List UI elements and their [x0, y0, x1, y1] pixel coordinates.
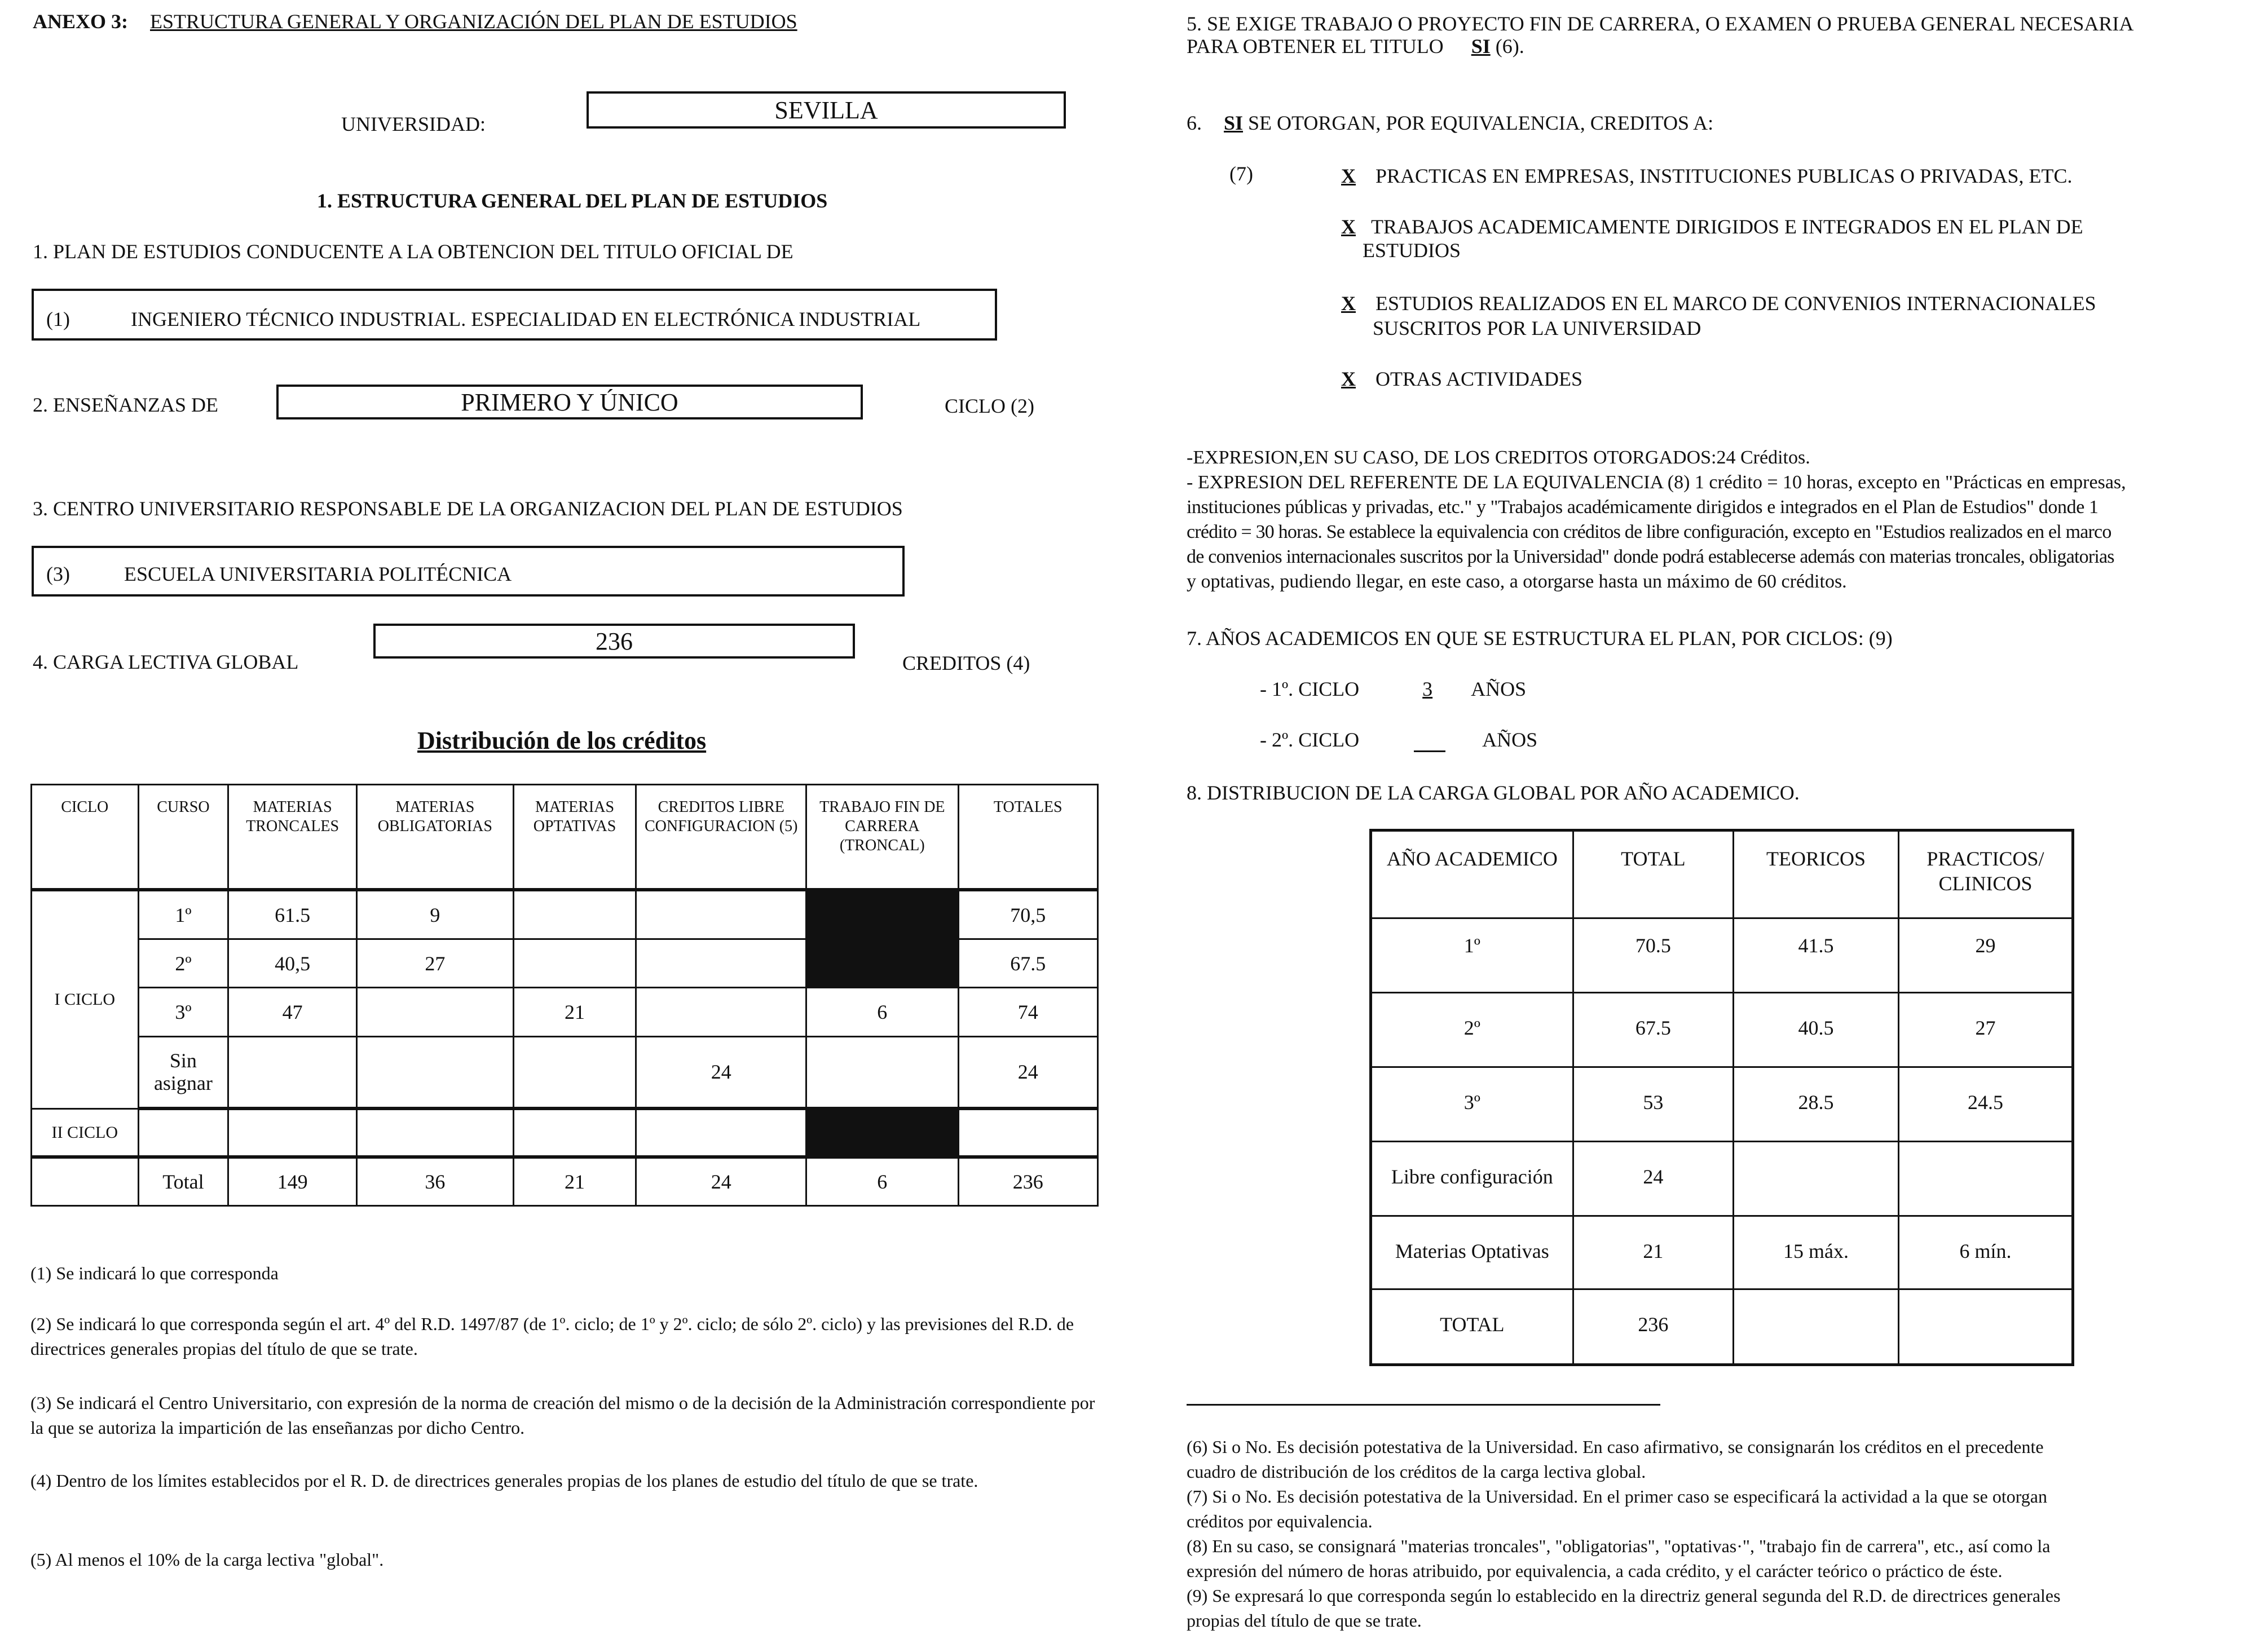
section-title: 1. ESTRUCTURA GENERAL DEL PLAN DE ESTUDIOS [317, 189, 828, 212]
table-cell: 70,5 [958, 890, 1097, 939]
table-cell: 24 [1573, 1142, 1733, 1216]
table-cell: 21 [1573, 1216, 1733, 1289]
item6-ref: (7) [1229, 162, 1253, 185]
center-field [32, 546, 905, 597]
table-cell: 9 [357, 890, 514, 939]
table-cell: 74 [958, 988, 1097, 1036]
table-cell: 67.5 [958, 939, 1097, 988]
table-row [32, 1036, 1098, 1108]
col-header: CICLO [32, 785, 139, 890]
option-mark: X [1341, 368, 1356, 390]
annex-title: ESTRUCTURA GENERAL Y ORGANIZACIÓN DEL PLAN DE ESTUDIOS [150, 10, 797, 33]
table-cell: Total [138, 1157, 228, 1205]
table-cell [513, 939, 636, 988]
item5-answer: SI [1471, 35, 1491, 58]
table-cell: 6 [806, 988, 958, 1036]
item4-label: 4. CARGA LECTIVA GLOBAL [33, 651, 299, 673]
note-5: (5) Al menos el 10% de la carga lectiva "global". [30, 1549, 384, 1570]
cycle1-years [1260, 677, 1526, 701]
option-2 [1341, 214, 2083, 239]
university-value: SEVILLA [774, 96, 878, 124]
option-mark: X [1341, 292, 1356, 315]
table-row [1371, 918, 2073, 993]
table-cell: 40,5 [228, 939, 357, 988]
col-header: PRACTICOS/ CLINICOS [1898, 831, 2073, 918]
center-value: ESCUELA UNIVERSITARIA POLITÉCNICA [124, 563, 512, 585]
table-cell: 21 [513, 1157, 636, 1205]
distribution-title: Distribución de los créditos [417, 727, 707, 754]
cycle2-unit: AÑOS [1482, 728, 1538, 751]
shaded-cell [806, 939, 958, 988]
col-header: MATERIAS OPTATIVAS [513, 785, 636, 890]
item5-text: PARA OBTENER EL TITULO [1187, 35, 1444, 58]
table-cell [958, 1108, 1097, 1157]
col-header: CURSO [138, 785, 228, 890]
table-cell [357, 1108, 514, 1157]
table-cell: 6 [806, 1157, 958, 1205]
item2-label: 2. ENSEÑANZAS DE [33, 394, 218, 416]
table-cell [806, 1036, 958, 1108]
footnote-line: créditos por equivalencia. [1187, 1511, 1373, 1531]
table-row [1371, 1142, 2073, 1216]
table-cell: 36 [357, 1157, 514, 1205]
cycle2-label: - 2º. CICLO [1260, 728, 1360, 751]
footnote-line: propias del título de que se trate. [1187, 1610, 1422, 1631]
table-cell: 236 [958, 1157, 1097, 1205]
table-cell: 6 mín. [1898, 1216, 2073, 1289]
option-2-cont: ESTUDIOS [1363, 239, 1461, 262]
table-cell: 24 [636, 1157, 806, 1205]
table-cell: 2º [138, 939, 228, 988]
table-cell: 21 [513, 988, 636, 1036]
yearly-load-table [1369, 829, 2074, 1366]
ciclo-label: II CICLO [32, 1108, 139, 1157]
table-cell [32, 1157, 139, 1205]
expression-line: y optativas, pudiendo llegar, en este caso, a otorgarse hasta un máximo de 60 créditos. [1187, 571, 1847, 592]
university-field [587, 91, 1066, 129]
table-cell [1898, 1289, 2073, 1365]
table-cell: 67.5 [1573, 993, 1733, 1067]
credits-distribution-table [30, 784, 1099, 1207]
annex-label: ANEXO 3: [33, 10, 128, 33]
footnotes [1187, 1434, 2061, 1633]
degree-value: INGENIERO TÉCNICO INDUSTRIAL. ESPECIALIDAD EN ELECTRÓNICA INDUSTRIAL [131, 308, 921, 330]
footnote-line: (7) Si o No. Es decisión potestativa de la Universidad. En el primer caso se especificará la actividad a la que se otorgan [1187, 1486, 2047, 1507]
center-ref: (3) [46, 563, 70, 585]
degree-ref: (1) [46, 308, 70, 330]
shaded-cell [806, 890, 958, 939]
table-cell [513, 1036, 636, 1108]
item5-line1: 5. SE EXIGE TRABAJO O PROYECTO FIN DE CARRERA, O EXAMEN O PRUEBA GENERAL NECESARIA [1187, 12, 2134, 35]
option-3-cont: SUSCRITOS POR LA UNIVERSIDAD [1373, 317, 1701, 339]
option-1 [1341, 164, 2073, 188]
item6-line [1187, 111, 1713, 135]
table-cell [636, 988, 806, 1036]
option-mark: X [1341, 215, 1356, 238]
option-3 [1341, 291, 2096, 316]
table-cell: 29 [1898, 918, 2073, 993]
table-cell: 1º [1371, 918, 1573, 993]
option-4 [1341, 366, 1582, 391]
table-row [1371, 1067, 2073, 1142]
footnote-line: expresión del número de horas atribuido, por equivalencia, a cada crédito, y el carácter teórico o práctico de éste. [1187, 1561, 2003, 1581]
col-header: TEORICOS [1734, 831, 1899, 918]
cycle1-unit: AÑOS [1471, 678, 1527, 700]
note-1: (1) Se indicará lo que corresponda [30, 1263, 279, 1283]
table-cell: 24 [958, 1036, 1097, 1108]
table-cell: 27 [357, 939, 514, 988]
table-cell [228, 1108, 357, 1157]
table-row [32, 939, 1098, 988]
cycle1-label: - 1º. CICLO [1260, 678, 1360, 700]
option-mark: X [1341, 165, 1356, 187]
footnote-line: (9) Se expresará lo que corresponda según lo establecido en la directriz general segunda del R.D. de directrices generales [1187, 1585, 2061, 1606]
table-cell [138, 1108, 228, 1157]
item3-text: 3. CENTRO UNIVERSITARIO RESPONSABLE DE LA ORGANIZACION DEL PLAN DE ESTUDIOS [33, 497, 903, 520]
item1-text: 1. PLAN DE ESTUDIOS CONDUCENTE A LA OBTENCION DEL TITULO OFICIAL DE [33, 240, 793, 263]
table-total-row [1371, 1289, 2073, 1365]
col-header: MATERIAS TRONCALES [228, 785, 357, 890]
table-cell [636, 890, 806, 939]
table-cell: 28.5 [1734, 1067, 1899, 1142]
note-4: (4) Dentro de los límites establecidos por el R. D. de directrices generales propias de los planes de estudio del título de que se trate. [30, 1470, 978, 1491]
item6-answer: SI [1224, 112, 1244, 134]
item5-line2 [1187, 34, 1524, 59]
table-total-row [32, 1157, 1098, 1205]
table-cell: 24 [636, 1036, 806, 1108]
option-text: TRABAJOS ACADEMICAMENTE DIRIGIDOS E INTEGRADOS EN EL PLAN DE [1371, 215, 2083, 238]
table-row [32, 988, 1098, 1036]
table-cell: 3º [1371, 1067, 1573, 1142]
col-header: TOTAL [1573, 831, 1733, 918]
table-cell [636, 939, 806, 988]
table-cell: 61.5 [228, 890, 357, 939]
item2-suffix: CICLO (2) [945, 395, 1034, 417]
table-row [32, 1108, 1098, 1157]
table-cell: 24.5 [1898, 1067, 2073, 1142]
table-cell [228, 1036, 357, 1108]
footnote-line: (6) Si o No. Es decisión potestativa de la Universidad. En caso afirmativo, se consignarán los créditos en el precedente [1187, 1437, 2044, 1457]
annex-heading [33, 9, 797, 34]
table-cell: 70.5 [1573, 918, 1733, 993]
cycle2-value [1414, 731, 1445, 752]
table-cell [357, 1036, 514, 1108]
cycle-field [276, 385, 863, 419]
table-cell: 40.5 [1734, 993, 1899, 1067]
col-header: MATERIAS OBLIGATORIAS [357, 785, 514, 890]
footnote-divider [1187, 1404, 1660, 1406]
footnote-line: cuadro de distribución de los créditos de la carga lectiva global. [1187, 1461, 1646, 1482]
col-header: CREDITOS LIBRE CONFIGURACION (5) [636, 785, 806, 890]
university-label: UNIVERSIDAD: [341, 113, 486, 135]
table-cell [636, 1108, 806, 1157]
expression-line: de convenios internacionales suscritos por la Universidad" donde podrá establecerse además con materias troncales, obligatorias [1187, 546, 2114, 567]
table-cell [513, 1108, 636, 1157]
table-cell [513, 890, 636, 939]
item7-text: 7. AÑOS ACADEMICOS EN QUE SE ESTRUCTURA EL PLAN, POR CICLOS: (9) [1187, 627, 1893, 650]
table-header-row [32, 785, 1098, 890]
expression-line: - EXPRESION DEL REFERENTE DE LA EQUIVALENCIA (8) 1 crédito = 10 horas, excepto en "Prácticas en empresas, [1187, 472, 2126, 493]
cycle1-value: 3 [1422, 678, 1433, 700]
load-value: 236 [596, 628, 633, 655]
table-cell: 47 [228, 988, 357, 1036]
degree-field [32, 289, 997, 341]
table-cell [1898, 1142, 2073, 1216]
table-cell: 236 [1573, 1289, 1733, 1365]
table-row [1371, 1216, 2073, 1289]
load-field [373, 624, 855, 659]
table-cell: Sin asignar [138, 1036, 228, 1108]
table-cell: Materias Optativas [1371, 1216, 1573, 1289]
shaded-cell [806, 1108, 958, 1157]
expression-line: instituciones públicas y privadas, etc." y "Trabajos académicamente dirigidos e integrados en el Plan de Estudios" donde 1 [1187, 497, 2099, 518]
equivalence-expression [1187, 445, 2126, 594]
table-cell: 1º [138, 890, 228, 939]
footnote-line: (8) En su caso, se consignará "materias troncales", "obligatorias", "optativas·", "trabajo fin de carrera", etc., así como la [1187, 1536, 2051, 1556]
table-header-row [1371, 831, 2073, 918]
table-cell: Libre configuración [1371, 1142, 1573, 1216]
table-cell: 27 [1898, 993, 2073, 1067]
table-cell: 3º [138, 988, 228, 1036]
option-text: PRACTICAS EN EMPRESAS, INSTITUCIONES PUBLICAS O PRIVADAS, ETC. [1376, 165, 2073, 187]
table-cell: 41.5 [1734, 918, 1899, 993]
item5-ref: (6). [1495, 35, 1524, 58]
table-cell [357, 988, 514, 1036]
table-cell: 149 [228, 1157, 357, 1205]
item6-text: SE OTORGAN, POR EQUIVALENCIA, CREDITOS A: [1248, 112, 1714, 134]
table-cell [1734, 1142, 1899, 1216]
table-cell [1734, 1289, 1899, 1365]
col-header: TRABAJO FIN DE CARRERA (TRONCAL) [806, 785, 958, 890]
note-3: (3) Se indicará el Centro Universitario, con expresión de la norma de creación del mismo o de la decisión de la Administración correspondiente por la que se autoriza la impartición de las enseñanzas por dicho Centro. [30, 1393, 1095, 1438]
cycle-value: PRIMERO Y ÚNICO [461, 388, 678, 416]
table-cell: 53 [1573, 1067, 1733, 1142]
cycle2-years [1260, 727, 1537, 752]
table-row [1371, 993, 2073, 1067]
expression-line: -EXPRESION,EN SU CASO, DE LOS CREDITOS OTORGADOS:24 Créditos. [1187, 447, 1810, 468]
option-text: ESTUDIOS REALIZADOS EN EL MARCO DE CONVENIOS INTERNACIONALES [1376, 292, 2096, 315]
col-header: TOTALES [958, 785, 1097, 890]
ciclo-label: I CICLO [32, 890, 139, 1108]
col-header: AÑO ACADEMICO [1371, 831, 1573, 918]
item4-suffix: CREDITOS (4) [902, 652, 1030, 674]
option-text: OTRAS ACTIVIDADES [1376, 368, 1583, 390]
table-cell: 15 máx. [1734, 1216, 1899, 1289]
item6-num: 6. [1187, 112, 1202, 134]
table-row [32, 890, 1098, 939]
table-cell: 2º [1371, 993, 1573, 1067]
expression-line: crédito = 30 horas. Se establece la equivalencia con créditos de libre configuración, excepto en "Estudios realizados en el marco [1187, 522, 2111, 542]
item8-text: 8. DISTRIBUCION DE LA CARGA GLOBAL POR AÑO ACADEMICO. [1187, 781, 1800, 804]
table-cell: TOTAL [1371, 1289, 1573, 1365]
note-2: (2) Se indicará lo que corresponda según el art. 4º del R.D. 1497/87 (de 1º. ciclo; de 1º y 2º. ciclo; de sólo 2º. ciclo) y las previsiones del R.D. de directrices generales propias del título de que se trate. [30, 1314, 1074, 1359]
